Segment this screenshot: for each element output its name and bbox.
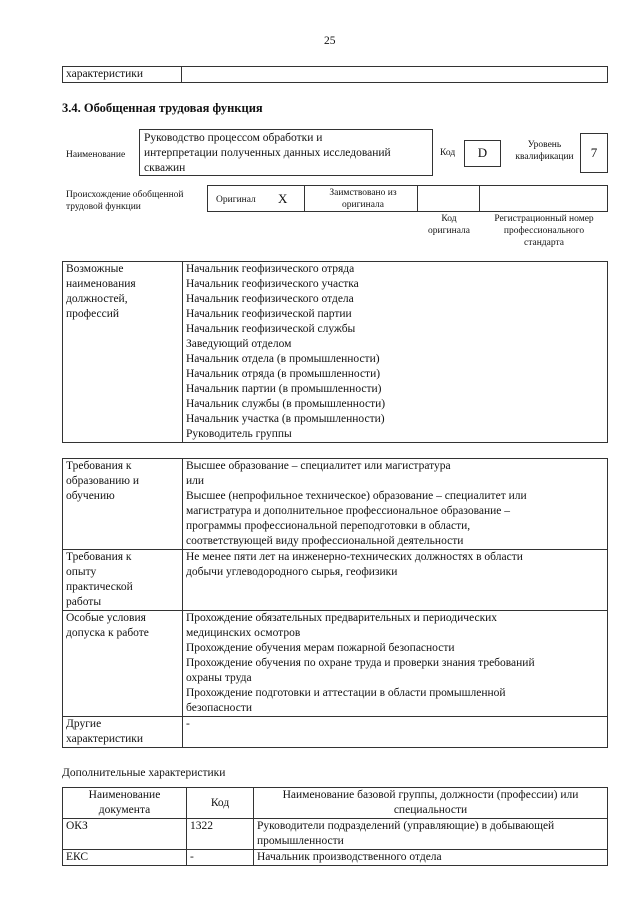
education-value: Высшее образование – специалитет или магистратура или Высшее (непрофильное техническое) образование – специалитет или магистратура и дополнительное профессиональное образование – программы профессиональной переподготовки в области, соответствующей виду профессиональной деятельности [183, 459, 608, 550]
extra-doc: ОКЗ [63, 819, 187, 850]
code-value: D [477, 145, 488, 160]
function-name-box [139, 129, 433, 176]
extra-name: Начальник производственного отдела [254, 850, 608, 866]
other-label: Другие характеристики [63, 717, 183, 748]
code-caption: Код оригинала [428, 214, 470, 236]
position-item: Начальник геофизического отряда [186, 263, 355, 275]
positions-label: Возможные наименования должностей, профессий [63, 262, 183, 443]
origin-divider-1 [304, 186, 305, 211]
name-label: Наименование [66, 150, 126, 160]
experience-value: Не менее пяти лет на инженерно-технических должностях в области добычи углеводородного сырья, геофизики [183, 550, 608, 611]
top-row-divider [181, 67, 182, 82]
function-name: Руководство процессом обработки и интерпретации полученных данных исследований скважин [144, 132, 391, 174]
page-number: 25 [324, 35, 336, 47]
conditions-value: Прохождение обязательных предварительных и периодических медицинских осмотров Прохождение обучения мерам пожарной безопасности Прохождение обучения по охране труда и проверки знания требований охраны труда Прохождение подготовки и аттестации в области промышленной безопасности [183, 611, 608, 717]
top-row-label: характеристики [66, 68, 144, 80]
header-document: Наименование документа [63, 788, 187, 819]
header-name: Наименование базовой группы, должности (профессии) или специальности [254, 788, 608, 819]
origin-label: Происхождение обобщенной трудовой функции [66, 190, 184, 212]
extra-code: - [187, 850, 254, 866]
conditions-label: Особые условия допуска к работе [63, 611, 183, 717]
extra-doc: ЕКС [63, 850, 187, 866]
position-item: Начальник геофизического участка [186, 278, 359, 290]
position-item: Начальник геофизической службы [186, 323, 356, 335]
position-item: Начальник службы (в промышленности) [186, 398, 386, 410]
requirements-row-education [63, 459, 608, 550]
position-item: Начальник геофизического отдела [186, 293, 354, 305]
position-item: Начальник партии (в промышленности) [186, 383, 382, 395]
original-mark: X [278, 191, 288, 206]
position-item: Начальник отдела (в промышленности) [186, 353, 380, 365]
position-item: Руководитель группы [186, 428, 292, 440]
extra-title: Дополнительные характеристики [62, 767, 226, 779]
code-label: Код [440, 148, 456, 158]
position-item: Начальник отряда (в промышленности) [186, 368, 381, 380]
origin-box [207, 185, 608, 212]
extra-table [62, 787, 608, 866]
positions-row [63, 262, 608, 443]
extra-code: 1322 [187, 819, 254, 850]
header-code: Код [187, 788, 254, 819]
requirements-row-conditions [63, 611, 608, 717]
top-row [62, 66, 608, 83]
original-label: Оригинал [216, 195, 256, 205]
level-value: 7 [590, 145, 598, 160]
section-title: 3.4. Обобщенная трудовая функция [62, 101, 263, 115]
extra-header-row [63, 788, 608, 819]
position-item: Начальник участка (в промышленности) [186, 413, 385, 425]
experience-label: Требования к опыту практической работы [63, 550, 183, 611]
requirements-table [62, 458, 608, 748]
positions-list [183, 262, 608, 443]
table-row [63, 819, 608, 850]
other-value: - [183, 717, 608, 748]
borrowed-label: Заимствовано из оригинала [329, 188, 397, 210]
level-label: Уровень квалификации [515, 140, 574, 162]
requirements-row-experience [63, 550, 608, 611]
origin-divider-3 [479, 186, 480, 211]
table-row [63, 850, 608, 866]
position-item: Начальник геофизической партии [186, 308, 352, 320]
extra-name: Руководители подразделений (управляющие) в добывающей промышленности [254, 819, 608, 850]
positions-table [62, 261, 608, 443]
level-box [580, 133, 608, 173]
requirements-row-other [63, 717, 608, 748]
reg-caption: Регистрационный номер профессионального стандарта [494, 214, 594, 248]
position-item: Заведующий отделом [186, 338, 292, 350]
code-box [464, 140, 501, 167]
education-label: Требования к образованию и обучению [63, 459, 183, 550]
origin-divider-2 [417, 186, 418, 211]
